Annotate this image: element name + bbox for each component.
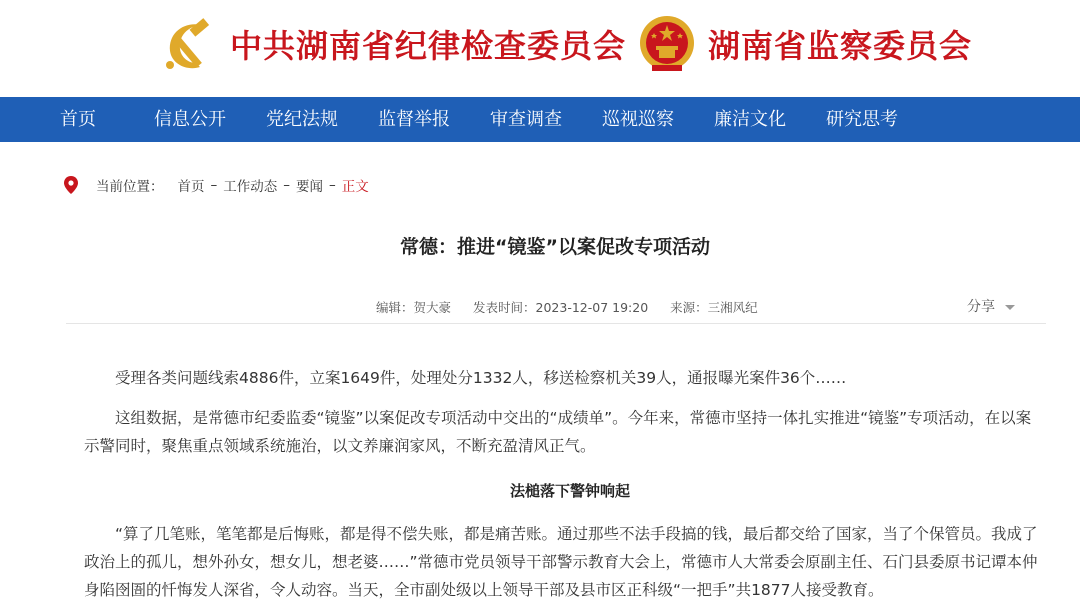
meta-divider <box>66 323 1046 324</box>
breadcrumb <box>64 174 369 196</box>
article-meta <box>376 298 780 316</box>
article-editor: 编辑：贺大豪 <box>376 300 452 315</box>
site-header <box>0 0 1080 97</box>
breadcrumb-label: 当前位置： <box>96 179 164 195</box>
nav-item-party-regulations[interactable]: 党纪法规 <box>266 109 338 130</box>
article-publish-time: 发表时间：2023-12-07 19:20 <box>473 300 649 315</box>
breadcrumb-current: 正文 <box>341 179 369 195</box>
nav-item-report[interactable]: 监督举报 <box>378 109 450 130</box>
chevron-down-icon <box>1005 305 1015 310</box>
nav-item-integrity-culture[interactable]: 廉洁文化 <box>714 109 786 130</box>
main-nav <box>0 97 1080 142</box>
share-label: 分享 <box>967 299 995 315</box>
party-emblem-icon <box>158 13 220 75</box>
breadcrumb-separator: – <box>283 177 290 193</box>
supervision-title: 湖南省监察委员会 <box>708 27 973 65</box>
breadcrumb-work-news[interactable]: 工作动态 <box>223 179 278 195</box>
article-paragraph: 受理各类问题线索4886件，立案1649件，处理处分1332人，移送检察机关39人，通报曝光案件36个…… <box>115 369 847 387</box>
breadcrumb-separator: – <box>329 177 336 193</box>
article-paragraph: 这组数据，是常德市纪委监委“镜鉴”以案促改专项活动中交出的“成绩单”。今年来，常德市坚持一体扎实推进“镜鉴”专项活动，在以案示警同时，聚焦重点领域系统施治，以文养廉润家风，不断充盈清风正气。 <box>84 409 1032 455</box>
cpc-title: 中共湖南省纪律检查委员会 <box>230 27 627 65</box>
supervision-brand[interactable] <box>636 14 972 74</box>
cpc-brand[interactable] <box>158 14 626 74</box>
article-source: 来源：三湘风纪 <box>670 300 758 315</box>
nav-item-investigation[interactable]: 审查调查 <box>490 109 562 130</box>
breadcrumb-home[interactable]: 首页 <box>177 179 205 195</box>
article-paragraph: “算了几笔账，笔笔都是后悔账，都是得不偿失账，都是痛苦账。通过那些不法手段搞的钱，最后都交给了国家，当了个保管员。我成了政治上的孤儿，想外孙女，想女儿，想老婆……”常德市党员领导干部警示教育大会上，常德市人大常委会原副主任、石门县委原书记谭本仲身陷囹圄的忏悔发人深省，令人动容。当天，全市副处级以上领导干部及县市区正科级“一把手”共1877人接受教育。 <box>84 525 1038 599</box>
breadcrumb-headlines[interactable]: 要闻 <box>296 179 323 195</box>
nav-item-research[interactable]: 研究思考 <box>826 109 898 130</box>
nav-item-info-disclosure[interactable]: 信息公开 <box>154 109 226 130</box>
breadcrumb-separator: – <box>210 177 218 193</box>
article-title: 常德：推进“镜鉴”以案促改专项活动 <box>400 236 710 258</box>
nav-item-home[interactable]: 首页 <box>60 109 96 130</box>
nav-item-inspection[interactable]: 巡视巡察 <box>602 109 674 130</box>
article-subheading: 法槌落下警钟响起 <box>509 482 630 500</box>
share-button[interactable] <box>967 296 1015 316</box>
location-pin-icon <box>64 176 78 194</box>
national-emblem-icon <box>636 13 698 75</box>
